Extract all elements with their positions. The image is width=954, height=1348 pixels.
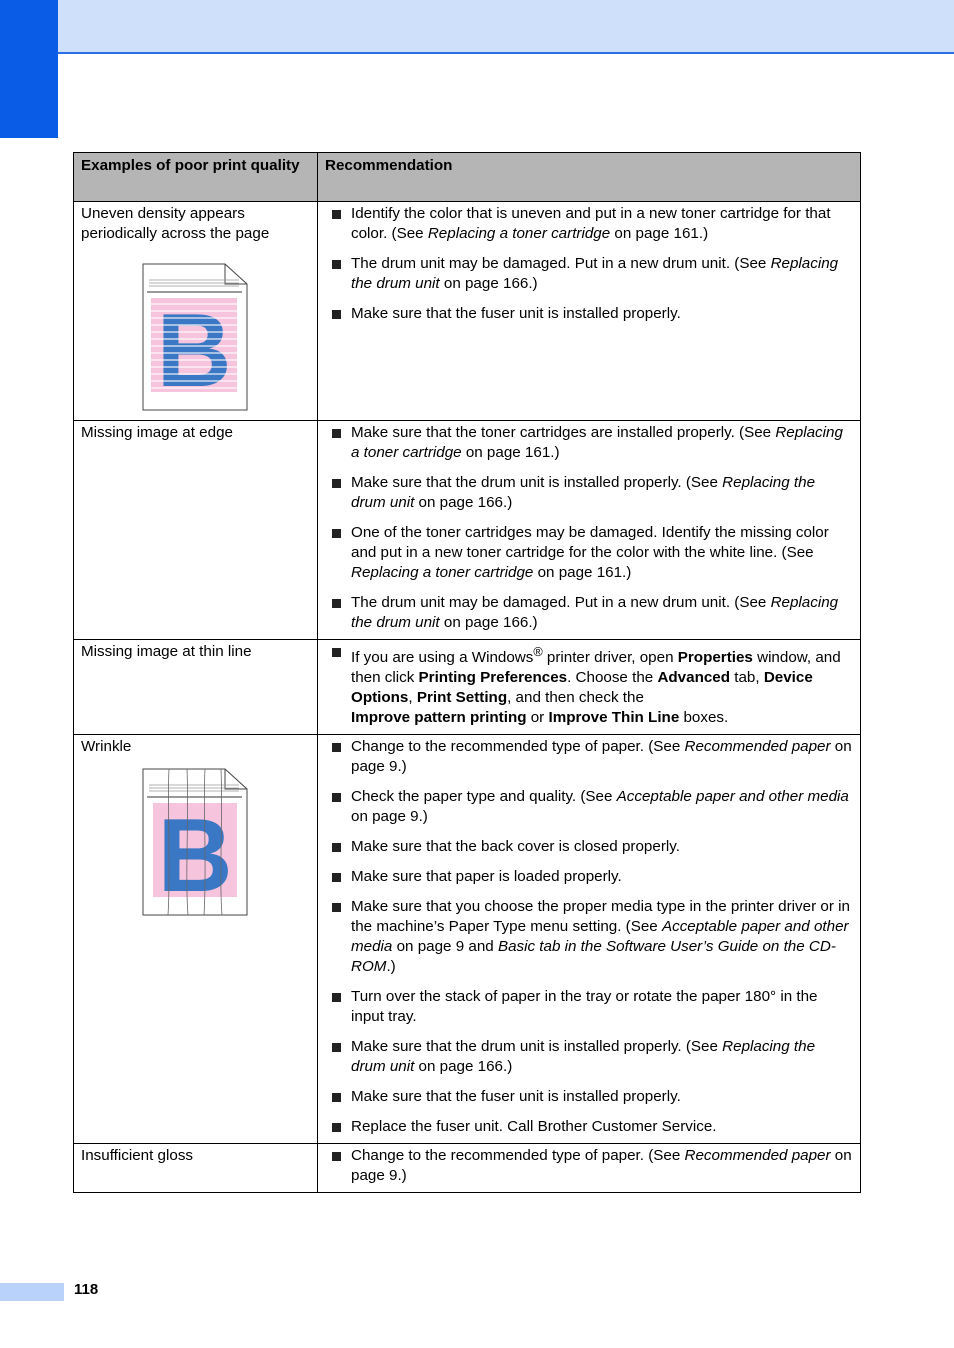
square-bullet-icon: [332, 873, 341, 882]
problem-label: Uneven density appears periodically across the page: [81, 205, 270, 242]
recommendation-list: [325, 423, 853, 633]
recommendation-cell: [318, 640, 861, 735]
list-item: [325, 837, 853, 857]
square-bullet-icon: [332, 843, 341, 852]
ui-term-properties: Properties: [677, 649, 753, 667]
square-bullet-icon: [332, 310, 341, 319]
list-item: [325, 1117, 853, 1137]
rec-text: on page 9.): [351, 808, 428, 826]
square-bullet-icon: [332, 993, 341, 1002]
rec-text: ,: [408, 689, 417, 707]
square-bullet-icon: [332, 1043, 341, 1052]
square-bullet-icon: [332, 429, 341, 438]
table-row: [74, 421, 861, 640]
rec-text: on page 166.): [414, 1058, 513, 1076]
list-item: [325, 254, 853, 294]
rec-text: One of the toner cartridges may be damaged. Identify the missing color and put in a new toner cartridge for the color with the white line. (See: [351, 524, 829, 561]
recommendation-list: [325, 642, 853, 728]
registered-mark: ®: [533, 645, 543, 659]
ui-term-printing-preferences: Printing Preferences: [418, 669, 568, 687]
list-item: [325, 642, 853, 728]
square-bullet-icon: [332, 479, 341, 488]
problem-cell: [74, 421, 318, 640]
reference-link: Replacing a toner cartridge: [427, 225, 611, 242]
header-recommendation: Recommendation: [318, 153, 861, 202]
rec-text: on page 161.): [533, 564, 632, 581]
reference-link: Replacing the drum unit: [351, 594, 839, 631]
reference-link: Replacing the drum unit: [351, 474, 816, 511]
reference-link: Basic tab in the Software User’s Guide on the CD-ROM: [351, 938, 836, 976]
rec-text: Identify the color that is uneven and put in a new toner cartridge for that color. (See: [351, 205, 831, 242]
ui-term-improve-pattern-printing: Improve pattern printing: [351, 709, 527, 727]
square-bullet-icon: [332, 903, 341, 912]
reference-link: Replacing a toner cartridge: [351, 424, 843, 461]
rec-text: The drum unit may be damaged. Put in a new drum unit. (See: [351, 255, 771, 272]
page-number: 118: [74, 1281, 99, 1298]
recommendation-cell: [318, 1144, 861, 1193]
wrinkle-sample-image: [141, 767, 249, 917]
list-item: [325, 523, 853, 583]
problem-label: Missing image at edge: [81, 424, 233, 441]
list-item: [325, 304, 853, 324]
list-item: [325, 1037, 853, 1077]
list-item: [325, 787, 853, 827]
rec-text: on page 161.): [610, 225, 709, 242]
list-item: [325, 423, 853, 463]
header-band: [0, 0, 954, 54]
rec-text: on page 9.): [351, 738, 852, 776]
rec-text: Turn over the stack of paper in the tray or rotate the paper 180° in the input tray.: [351, 988, 818, 1026]
rec-text: Make sure that you choose the proper media type in the printer driver or in the machine’s Paper Type menu setting. (See: [351, 898, 850, 936]
list-item: [325, 867, 853, 887]
rec-text: Make sure that the toner cartridges are installed properly. (See: [351, 424, 776, 441]
rec-text: Make sure that the drum unit is installed properly. (See: [351, 1038, 723, 1056]
rec-text: Make sure that the fuser unit is installed properly.: [351, 305, 681, 322]
square-bullet-icon: [332, 648, 341, 657]
rec-text: Check the paper type and quality. (See: [351, 788, 617, 806]
rec-text: Make sure that the fuser unit is installed properly.: [351, 1088, 681, 1106]
rec-text: The drum unit may be damaged. Put in a new drum unit. (See: [351, 594, 771, 611]
square-bullet-icon: [332, 210, 341, 219]
header-examples: Examples of poor print quality: [74, 153, 318, 202]
rec-text: Change to the recommended type of paper. (See: [351, 738, 685, 756]
rec-text: on page 166.): [439, 275, 538, 292]
table-row: [74, 202, 861, 421]
rec-text: or: [526, 709, 549, 727]
table-row: [74, 735, 861, 1144]
recommendation-list: [325, 737, 853, 1137]
rec-text: Make sure that the back cover is closed properly.: [351, 838, 680, 856]
square-bullet-icon: [332, 1152, 341, 1161]
rec-text: Replace the fuser unit. Call Brother Customer Service.: [351, 1118, 717, 1136]
square-bullet-icon: [332, 793, 341, 802]
print-quality-table: [73, 152, 861, 1193]
reference-link: Acceptable paper and other media: [351, 918, 849, 956]
ui-term-print-setting: Print Setting: [416, 689, 508, 707]
list-item: [325, 1146, 853, 1186]
rec-text: . Choose the: [567, 669, 658, 687]
page-number-tab: [0, 1283, 64, 1301]
rec-text: , and then check the: [507, 689, 644, 707]
rec-text: Make sure that paper is loaded properly.: [351, 868, 622, 886]
rec-text: on page 9.): [351, 1147, 852, 1185]
rec-text: on page 161.): [461, 444, 560, 461]
problem-cell: [74, 1144, 318, 1193]
list-item: [325, 737, 853, 777]
list-item: [325, 473, 853, 513]
square-bullet-icon: [332, 1093, 341, 1102]
square-bullet-icon: [332, 529, 341, 538]
recommendation-cell: [318, 735, 861, 1144]
list-item: [325, 593, 853, 633]
rec-text: printer driver, open: [542, 649, 678, 667]
recommendation-list: [325, 1146, 853, 1186]
list-item: [325, 1087, 853, 1107]
ui-term-device-options: Device Options: [351, 669, 813, 707]
recommendation-cell: [318, 202, 861, 421]
square-bullet-icon: [332, 743, 341, 752]
table-row: [74, 1144, 861, 1193]
ui-term-improve-thin-line: Improve Thin Line: [548, 709, 680, 727]
rec-text: Make sure that the drum unit is installed properly. (See: [351, 474, 723, 491]
rec-text: boxes.: [679, 709, 729, 727]
rec-text: tab,: [730, 669, 764, 687]
rec-text: on page 166.): [439, 614, 538, 631]
reference-link: Replacing the drum unit: [351, 255, 839, 292]
table-row: [74, 640, 861, 735]
rec-text: on page 9 and: [392, 938, 498, 956]
square-bullet-icon: [332, 260, 341, 269]
reference-link: Acceptable paper and other media: [616, 788, 849, 806]
problem-label: Wrinkle: [81, 738, 132, 756]
square-bullet-icon: [332, 599, 341, 608]
reference-link: Replacing a toner cartridge: [351, 564, 534, 581]
problem-label: Insufficient gloss: [81, 1147, 194, 1165]
rec-text: window, and then click: [351, 649, 841, 687]
problem-cell: [74, 640, 318, 735]
recommendation-cell: [318, 421, 861, 640]
chapter-tab: [0, 0, 58, 138]
list-item: [325, 897, 853, 977]
reference-link: Replacing the drum unit: [351, 1038, 816, 1076]
reference-link: Recommended paper: [684, 1147, 831, 1165]
rec-text: If you are using a Windows: [351, 649, 534, 667]
rec-text: Change to the recommended type of paper. (See: [351, 1147, 685, 1165]
uneven-density-sample-image: [141, 262, 249, 412]
recommendation-list: [325, 204, 853, 324]
problem-cell: [74, 735, 318, 1144]
rec-text: .): [386, 958, 396, 976]
letter-b-glyph: B: [156, 293, 232, 409]
letter-b-glyph: B: [157, 798, 233, 915]
reference-link: Recommended paper: [684, 738, 831, 756]
table-header-row: [74, 153, 861, 202]
problem-label: Missing image at thin line: [81, 643, 252, 660]
rec-text: on page 166.): [414, 494, 513, 511]
problem-cell: [74, 202, 318, 421]
ui-term-advanced: Advanced: [657, 669, 731, 687]
list-item: [325, 204, 853, 244]
list-item: [325, 987, 853, 1027]
square-bullet-icon: [332, 1123, 341, 1132]
